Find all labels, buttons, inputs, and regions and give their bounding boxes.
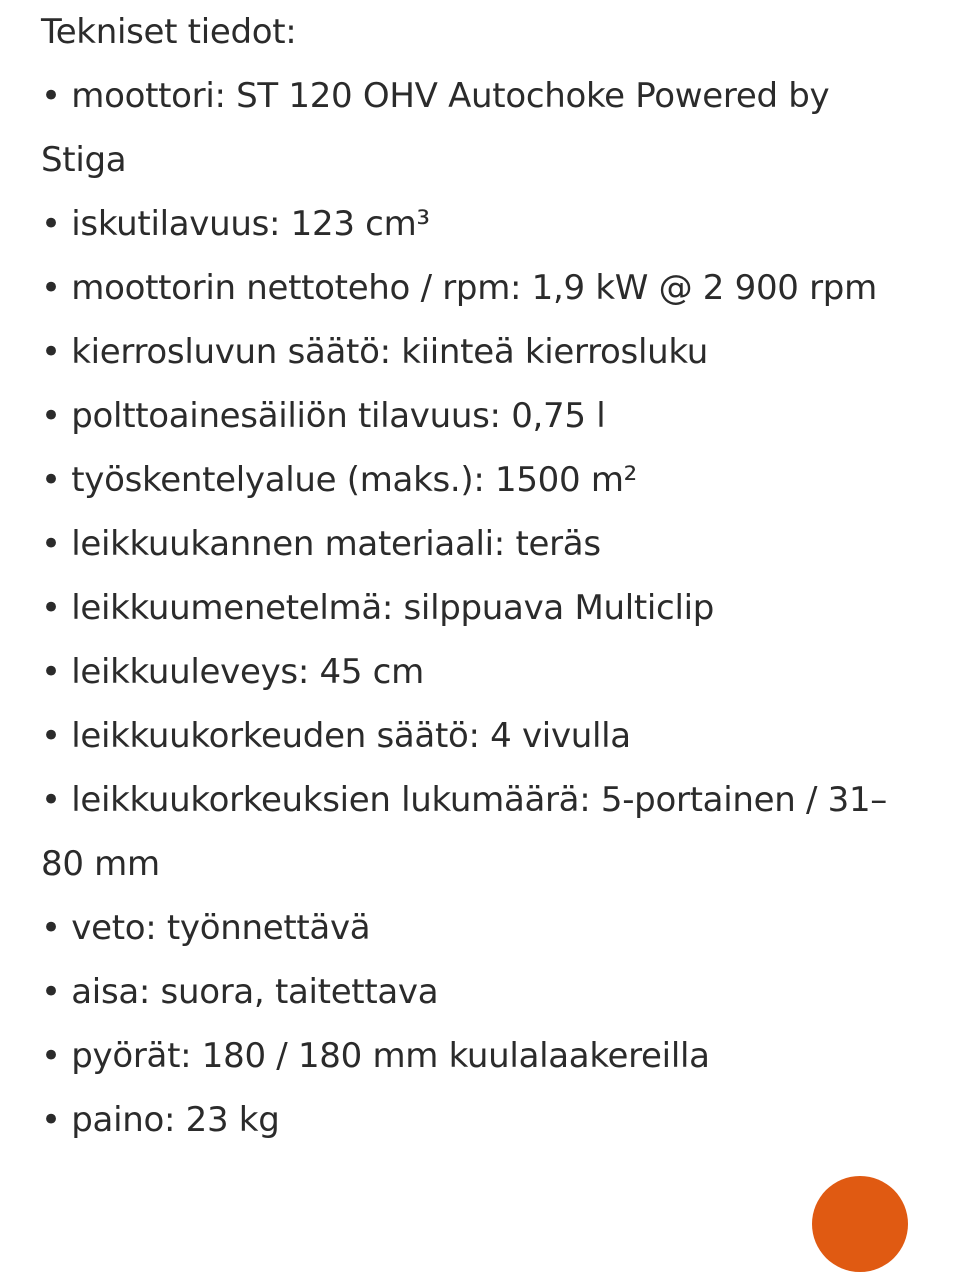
spec-line: • aisa: suora, taitettava bbox=[41, 972, 439, 1012]
spec-line: • leikkuuleveys: 45 cm bbox=[41, 652, 424, 692]
spec-line: • leikkuukorkeuksien lukumäärä: 5-portainen / 31– bbox=[41, 780, 888, 820]
spec-line: • leikkuukorkeuden säätö: 4 vivulla bbox=[41, 716, 631, 756]
spec-heading: Tekniset tiedot: bbox=[41, 12, 297, 52]
spec-line: • leikkuumenetelmä: silppuava Multiclip bbox=[41, 588, 715, 628]
spec-lines bbox=[41, 64, 921, 1152]
spec-line: • iskutilavuus: 123 cm³ bbox=[41, 204, 430, 244]
spec-line: • paino: 23 kg bbox=[41, 1100, 280, 1140]
spec-line: • pyörät: 180 / 180 mm kuulalaakereilla bbox=[41, 1036, 710, 1076]
spec-line: • moottorin nettoteho / rpm: 1,9 kW @ 2 900 rpm bbox=[41, 268, 877, 308]
spec-line: • moottori: ST 120 OHV Autochoke Powered by bbox=[41, 76, 830, 116]
spec-line: • veto: työnnettävä bbox=[41, 908, 371, 948]
spec-line: • kierrosluvun säätö: kiinteä kierrosluku bbox=[41, 332, 708, 372]
spec-line: Stiga bbox=[41, 140, 127, 180]
spec-line: 80 mm bbox=[41, 844, 160, 884]
spec-line: • leikkuukannen materiaali: teräs bbox=[41, 524, 601, 564]
spec-line: • työskentelyalue (maks.): 1500 m² bbox=[41, 460, 637, 500]
floating-action-button[interactable] bbox=[812, 1176, 908, 1272]
spec-list bbox=[41, 0, 921, 1152]
spec-line: • polttoainesäiliön tilavuus: 0,75 l bbox=[41, 396, 606, 436]
